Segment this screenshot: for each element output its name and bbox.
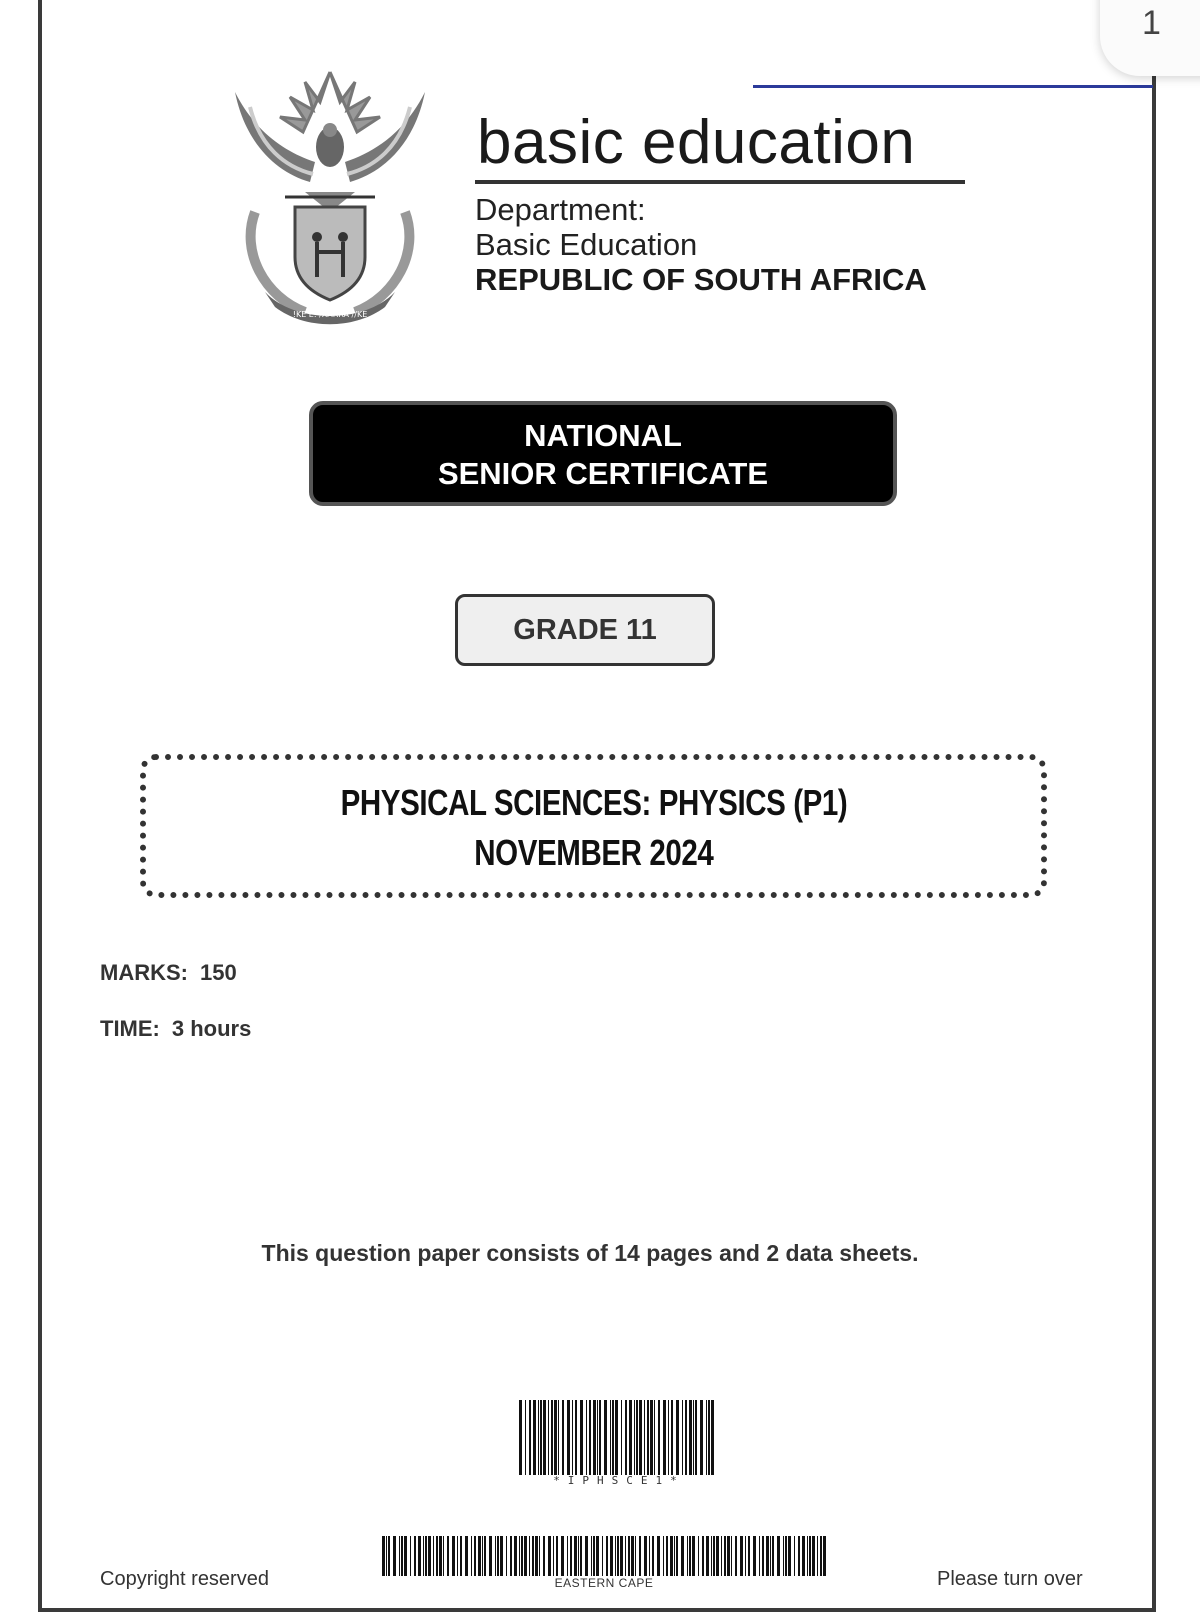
barcode-bar	[753, 1536, 756, 1576]
barcode-bar	[652, 1536, 654, 1576]
barcode-bar	[772, 1536, 774, 1576]
barcode-bar	[716, 1536, 719, 1576]
barcode-bar	[596, 1536, 599, 1576]
header-rule	[753, 85, 1153, 88]
time-row	[100, 1016, 251, 1042]
barcode-bar	[558, 1400, 559, 1475]
barcode-bar	[692, 1536, 695, 1576]
barcode-bar	[639, 1400, 642, 1475]
barcode-bar	[551, 1400, 553, 1475]
barcode-bar	[497, 1536, 499, 1576]
barcode-bar	[428, 1536, 431, 1576]
barcode-bar	[602, 1536, 603, 1576]
barcode-bar	[519, 1536, 520, 1576]
barcode-bar	[713, 1536, 715, 1576]
barcode-bar	[570, 1536, 572, 1576]
certificate-line-1: NATIONAL	[524, 418, 682, 453]
barcode-bar	[635, 1536, 636, 1576]
barcode-bar	[589, 1400, 591, 1475]
barcode-bar	[615, 1536, 616, 1576]
barcode-bar	[657, 1536, 660, 1576]
barcode-bar	[548, 1400, 549, 1475]
barcode-bar	[524, 1536, 527, 1576]
barcode-bar	[393, 1536, 396, 1576]
barcode-bar	[521, 1536, 523, 1576]
barcode-bar	[812, 1536, 815, 1576]
barcode-bar	[540, 1400, 542, 1475]
barcode-bar	[489, 1536, 492, 1576]
barcode-bar	[580, 1400, 583, 1475]
barcode-bar	[386, 1536, 387, 1576]
department-name: Basic Education	[475, 227, 698, 262]
barcode-bar	[658, 1400, 660, 1475]
barcode-bar	[423, 1536, 424, 1576]
barcode-bar	[615, 1400, 618, 1475]
page-number-badge	[1100, 0, 1200, 76]
barcode-bar	[706, 1400, 707, 1475]
barcode-bar	[539, 1536, 540, 1576]
barcode-bar	[591, 1536, 592, 1576]
barcode-bar	[711, 1400, 714, 1475]
barcode-bar	[644, 1536, 647, 1576]
barcode-bar	[802, 1536, 805, 1576]
barcode-bar	[631, 1536, 634, 1576]
barcode-bar	[689, 1400, 692, 1475]
time-value: 3 hours	[171, 1016, 252, 1041]
barcode-region-text: EASTERN CAPE	[554, 1576, 654, 1590]
barcode-bar	[647, 1400, 649, 1475]
department-label: Department:	[475, 192, 646, 227]
barcode-bar	[706, 1536, 709, 1576]
barcode-bar	[495, 1536, 496, 1576]
barcode-bar	[538, 1400, 539, 1475]
barcode-bar	[777, 1536, 780, 1576]
subject-title: PHYSICAL SCIENCES: PHYSICS (P1)	[340, 782, 847, 823]
barcode-bar	[745, 1536, 746, 1576]
barcode-bar	[543, 1536, 545, 1576]
brand-block	[475, 108, 965, 297]
barcode-bar	[574, 1536, 577, 1576]
barcode-bar	[414, 1536, 416, 1576]
barcode-bar	[740, 1536, 743, 1576]
barcode-bar	[610, 1536, 613, 1576]
barcode-bar	[666, 1536, 668, 1576]
barcode-bar	[525, 1400, 526, 1475]
barcode-bar	[727, 1536, 730, 1576]
barcode-bar	[410, 1536, 411, 1576]
barcode-bar	[543, 1400, 546, 1475]
barcode-bar	[628, 1536, 630, 1576]
barcode-bar	[599, 1400, 601, 1475]
barcode-bar	[610, 1400, 611, 1475]
barcode-bar	[443, 1536, 444, 1576]
barcode-icon	[382, 1536, 826, 1576]
certificate-line-2: SENIOR CERTIFICATE	[437, 456, 769, 491]
barcode-bar	[639, 1536, 641, 1576]
country-name: REPUBLIC OF SOUTH AFRICA	[475, 262, 927, 297]
barcode-bar	[785, 1536, 787, 1576]
barcode-bar	[535, 1536, 538, 1576]
barcode-bar	[567, 1536, 568, 1576]
barcode-bar	[676, 1536, 678, 1576]
barcode-bar	[693, 1400, 694, 1475]
barcode-bar	[586, 1400, 587, 1475]
barcode-bar	[735, 1536, 737, 1576]
barcode-bar	[572, 1400, 573, 1475]
barcode-bar	[663, 1400, 666, 1475]
barcode-bar	[687, 1536, 688, 1576]
barcode-bar	[682, 1400, 683, 1475]
barcode-bar	[654, 1400, 655, 1475]
barcode-bar	[425, 1536, 427, 1576]
barcode-bar	[399, 1536, 400, 1576]
barcode-bar	[650, 1400, 653, 1475]
barcode-bar	[809, 1536, 811, 1576]
barcode-bar	[532, 1536, 534, 1576]
marks-value: 150	[200, 960, 237, 985]
barcode-bar	[533, 1400, 536, 1475]
barcode-bar	[823, 1536, 826, 1576]
barcode-bar	[668, 1400, 669, 1475]
barcode-bar	[382, 1536, 385, 1576]
barcode-bar	[794, 1536, 795, 1576]
coat-of-arms-icon	[225, 62, 435, 327]
barcode-bar	[629, 1400, 632, 1475]
barcode-bar	[644, 1400, 645, 1475]
barcode-bar	[766, 1536, 769, 1576]
barcode-bar	[671, 1400, 673, 1475]
barcode-bar	[798, 1536, 800, 1576]
barcode-bar	[578, 1536, 579, 1576]
copyright-text: Copyright reserved	[100, 1568, 269, 1590]
barcode-bar	[695, 1400, 697, 1475]
barcode-bar	[452, 1536, 455, 1576]
barcode-bar	[702, 1536, 704, 1576]
barcode-bar	[529, 1400, 531, 1475]
barcode-bar	[506, 1536, 507, 1576]
barcode-bar	[604, 1400, 607, 1475]
barcode-bar	[418, 1536, 421, 1576]
barcode-bar	[580, 1536, 582, 1576]
barcode-bar	[663, 1536, 664, 1576]
barcode-bar	[689, 1536, 691, 1576]
barcode-bar	[700, 1400, 703, 1475]
barcode-bar	[554, 1400, 557, 1475]
barcode-bar	[404, 1536, 407, 1576]
barcode-bar	[762, 1536, 764, 1576]
barcode-bar	[447, 1536, 449, 1576]
barcode-bar	[617, 1536, 619, 1576]
barcode-bar	[401, 1536, 403, 1576]
barcode-bar	[724, 1536, 726, 1576]
barcode-bar	[585, 1536, 588, 1576]
barcode-bar	[783, 1536, 784, 1576]
page-number: 1	[1142, 4, 1161, 42]
barcode-bar	[556, 1536, 558, 1576]
barcode-bar	[562, 1400, 564, 1475]
barcode-text: *IPHSCE1*	[553, 1474, 685, 1487]
barcode-bar	[460, 1536, 462, 1576]
barcode-bar	[597, 1400, 598, 1475]
barcode-bar	[593, 1400, 596, 1475]
barcode-bar	[478, 1536, 481, 1576]
certificate-banner	[309, 401, 897, 506]
barcode-bar	[514, 1536, 517, 1576]
barcode-bar	[674, 1536, 675, 1576]
barcode-bar	[625, 1400, 627, 1475]
barcode-bar	[681, 1536, 684, 1576]
barcode-bar	[484, 1536, 486, 1576]
svg-text:!KE E: /XARRA //KE: !KE E: /XARRA //KE	[292, 310, 368, 319]
barcode-bar	[519, 1400, 522, 1475]
barcode-bar	[500, 1536, 503, 1576]
barcode-bar	[471, 1536, 472, 1576]
barcode-bar	[561, 1536, 564, 1576]
barcode-bar	[612, 1400, 614, 1475]
barcode-bar	[820, 1536, 822, 1576]
subject-box	[140, 754, 1047, 898]
grade-label: GRADE 11	[455, 594, 715, 666]
barcode-bar	[721, 1536, 722, 1576]
barcode-bar	[649, 1536, 650, 1576]
barcode-icon	[519, 1400, 719, 1475]
barcode-bar	[708, 1400, 710, 1475]
barcode-bar	[465, 1536, 468, 1576]
barcode-bar	[553, 1536, 554, 1576]
barcode-bar	[711, 1536, 712, 1576]
barcode-bar	[620, 1536, 623, 1576]
barcode-bar	[670, 1536, 673, 1576]
barcode-bar	[606, 1536, 608, 1576]
barcode-bar	[567, 1400, 570, 1475]
barcode-bar	[529, 1536, 530, 1576]
barcode-bar	[621, 1400, 622, 1475]
marks-row	[100, 960, 237, 986]
barcode-bar	[388, 1536, 390, 1576]
paper-info: This question paper consists of 14 pages and 2 data sheets.	[261, 1240, 919, 1266]
barcode-bar	[676, 1400, 679, 1475]
barcode-bar	[807, 1536, 808, 1576]
barcode-bar	[548, 1536, 551, 1576]
time-label: TIME:	[100, 1016, 160, 1041]
barcode-bar	[636, 1400, 638, 1475]
barcode-bar	[433, 1536, 434, 1576]
marks-label: MARKS:	[100, 960, 188, 985]
barcode-bar	[770, 1536, 771, 1576]
barcode-bar	[482, 1536, 483, 1576]
barcode-bar	[731, 1536, 732, 1576]
barcode-bar	[788, 1536, 791, 1576]
brand-title: basic education	[475, 108, 965, 184]
barcode-bar	[457, 1536, 458, 1576]
barcode-bar	[575, 1400, 577, 1475]
barcode-bar	[698, 1536, 699, 1576]
barcode-bar	[634, 1400, 635, 1475]
turn-over-text: Please turn over	[937, 1568, 1083, 1590]
barcode-bar	[748, 1536, 750, 1576]
barcode-bar	[625, 1536, 626, 1576]
exam-date: NOVEMBER 2024	[473, 832, 714, 873]
barcode-bar	[759, 1536, 760, 1576]
barcode-bar	[510, 1536, 512, 1576]
barcode-bar	[685, 1400, 687, 1475]
barcode-bar	[593, 1536, 595, 1576]
barcode-bar	[439, 1536, 442, 1576]
barcode-bar	[474, 1536, 476, 1576]
barcode-bar	[817, 1536, 818, 1576]
barcode-bar	[436, 1536, 438, 1576]
